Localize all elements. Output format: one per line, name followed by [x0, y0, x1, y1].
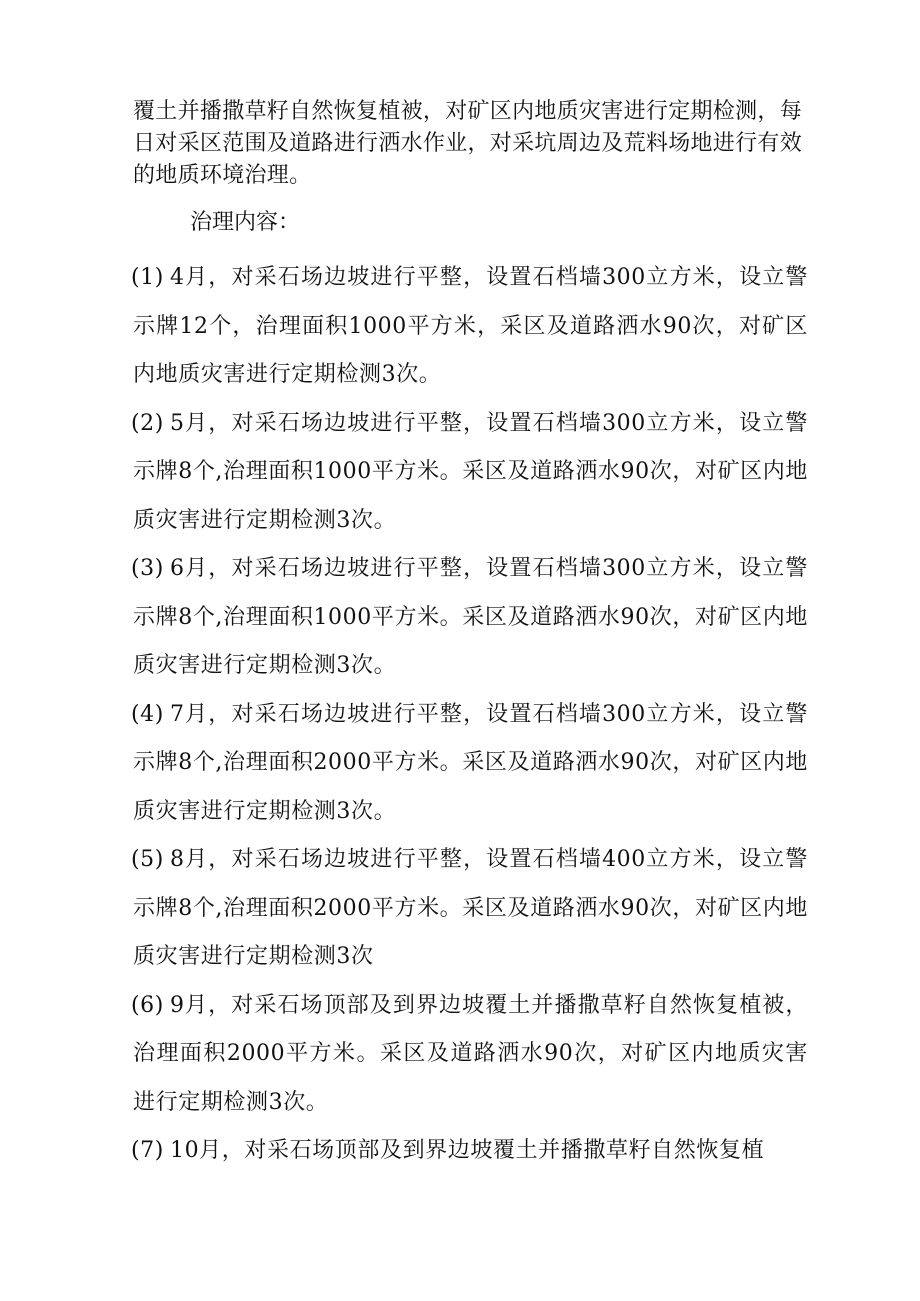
list-item — [133, 254, 808, 400]
list-item — [133, 1127, 808, 1176]
item-number: (3) — [131, 556, 164, 581]
item-text: 9月，对采石场顶部及到界边坡覆土并播撒草籽自然恢复植被，治理面积2000平方米。采区及道路洒水90次，对矿区内地质灾害进行定期检测3次。 — [133, 992, 808, 1115]
item-text: 4月，对采石场边坡进行平整，设置石档墙300立方米，设立警示牌12个，治理面积1000平方米，采区及道路洒水90次，对矿区内地质灾害进行定期检测3次。 — [133, 265, 808, 387]
item-number: (2) — [131, 410, 164, 436]
list-item — [133, 982, 808, 1128]
item-text: 10月，对采石场顶部及到界边坡覆土并播撒草籽自然恢复植 — [169, 1138, 765, 1163]
item-number: (5) — [131, 847, 164, 872]
item-number: (6) — [131, 992, 164, 1018]
section-heading: 治理内容： — [190, 210, 301, 235]
intro-paragraph: 覆土并播撒草籽自然恢复植被，对矿区内地质灾害进行定期检测，每日对采区范围及道路进行洒水作业，对采坑周边及荒料场地进行有效的地质环境治理。 — [133, 99, 803, 188]
list-item — [133, 691, 808, 837]
list-item — [133, 400, 808, 546]
list-item — [133, 545, 808, 691]
measures-list — [133, 254, 808, 1176]
item-text: 8月，对采石场边坡进行平整，设置石档墙400立方米，设立警示牌8个,治理面积2000平方米。采区及道路洒水90次，对矿区内地质灾害进行定期检测3次 — [133, 847, 808, 969]
item-text: 5月，对采石场边坡进行平整，设置石档墙300立方米，设立警示牌8个,治理面积1000平方米。采区及道路洒水90次，对矿区内地质灾害进行定期检测3次。 — [133, 410, 808, 533]
item-number: (4) — [131, 701, 164, 727]
item-number: (1) — [131, 265, 164, 290]
list-item — [133, 836, 808, 982]
item-text: 6月，对采石场边坡进行平整，设置石档墙300立方米，设立警示牌8个,治理面积1000平方米。采区及道路洒水90次，对矿区内地质灾害进行定期检测3次。 — [133, 556, 808, 678]
item-text: 7月，对采石场边坡进行平整，设置石档墙300立方米，设立警示牌8个,治理面积2000平方米。采区及道路洒水90次，对矿区内地质灾害进行定期检测3次。 — [133, 701, 808, 824]
item-number: (7) — [131, 1138, 164, 1163]
